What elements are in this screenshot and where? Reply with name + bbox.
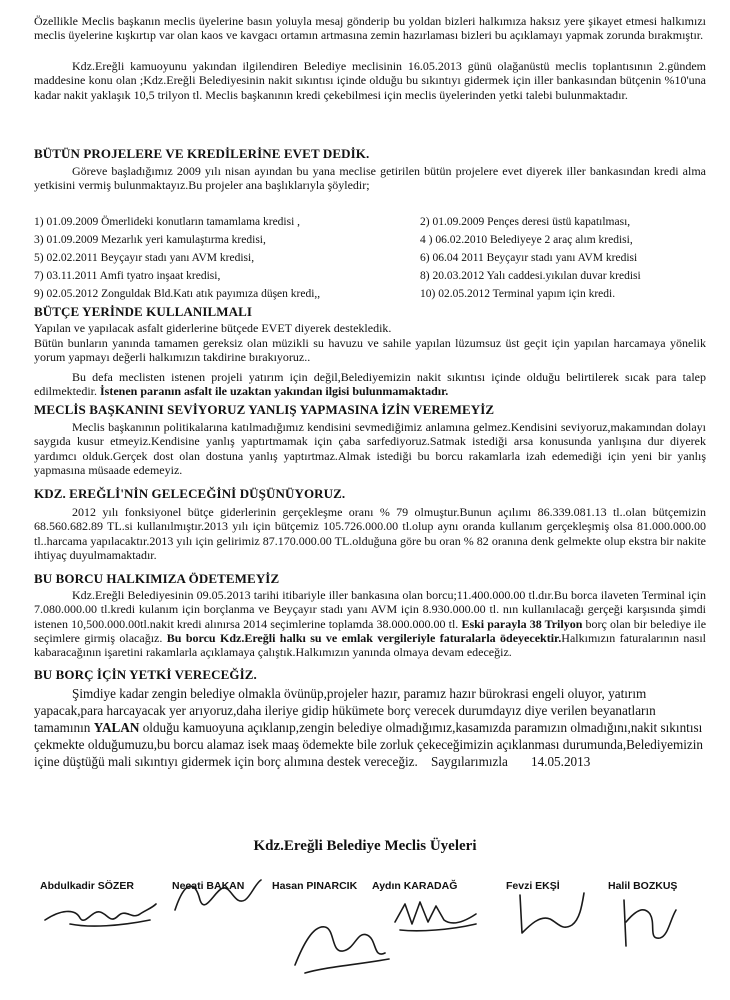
project-item: 3) 01.09.2009 Mezarlık yeri kamulaştırma kredisi, [34,234,266,246]
project-item: 9) 02.05.2012 Zonguldak Bld.Katı atık payımıza düşen kredi,, [34,288,321,300]
paragraph-budget-figures: 2012 yılı fonksiyonel bütçe giderlerinin gerçekleşme oranı % 79 olmuştur.Bunun açılımı 86.339.081.13 tl..olan bütçemizin 68.560.682.89 TL.si kullanılmıştır.2013 yılı için bütçemiz 105.726.000.00 tl.olup aynı oranda kullanım gerçekleşmiş olsa 81.000.000.00 tl..harcama yapılacaktır.2013 yılı için gelirimiz 87.170.000.00 TL.olduğuna göre bu oran % 82 oranına denk gelmekte olup ekstra bir nakite ihtiyaç duyulmamaktadır. [34,505,706,562]
bills-text: Halkımızın faturalarının nasıl kabaracağının işaretini rakamlarla açıklamaya çalıştık.Halkımızın yanında olmaya devam edeceğiz. [34,630,706,660]
project-item: 6) 06.04 2011 Beyçayır stadı yanı AVM kredisi [420,252,638,264]
paragraph-debt-details [34,588,706,659]
member-name: Fevzi EKŞİ [506,880,560,892]
project-item: 10) 02.05.2012 Terminal yapım için kredi. [420,288,616,300]
member-name: Halil BOZKUŞ [608,880,678,892]
signature-pinarcik [285,905,395,980]
conditions-text: olduğu kamuoyuna açıklanıp,zengin belediye olmadığımız,kasamızda paramızın olmadığını,nakit sıkıntısı çekmekte olduğumuzu,bu borcu alamaz isek maaş ödemekte bile zorluk çekeceğimizin açıklanması durumunda,Belediyemizin içine düştüğü mali sıkıntıyı gidermek için borç alımına destek vereceğiz. [34,720,704,769]
signature-karadag [390,892,480,937]
signature-eksi [510,885,590,940]
debt-figures-text: Kdz.Ereğli Belediyesinin 09.05.2013 tarihi itibariyle iller bankasına olan borcu;11.400.000.00 tl.dır.Bu borca ilaveten Terminal için 7.080.000.00 tl.kredi kulanım için borçlanma ve Beyçayır stadı yanı AVM için 8.930.000.00 tl. nın kullanılacağı gerçeği karşısında şimdi istenen 10,500.000.00tl.nakit kredi alınırsa 2014 seçimlerine toplamda 38.000.000.00 tl. [34,588,706,631]
paragraph-pool-overpass: Bütün bunların yanında tamamen gereksiz olan müzikli su havuzu ve sahile yapılan lüzumsuz üst geçit için yapılan harcamaya yönelik yorum yapmayı değerli halkımızın takdirine bırakıyoruz.. [34,336,706,365]
heading-grant-authority: BU BORÇ İÇİN YETKİ VERECEĞİZ. [34,667,257,682]
paragraph-cash-request [34,370,706,399]
lie-text: YALAN [93,720,140,735]
paragraph-mayor-policies: Meclis başkanının politikalarına katılmadığımız kendisini sevmediğimiz anlamına gelmez.Kendisini seviyoruz,makamından dolayı saygıda kusur etmeyiz.Kendisine yanlış yaptırtmamak için çaba sarfediyoruz.Satmak istediği arsa konusunda yanlışına dur diyerek yardımcı olduk.Gerçek dost olan dostuna yanlış yaptırtmaz.Almak istediği bu borcu rakamlarla izah edemediği için yeni bir yanlış yapmasına müsaade edemeyiz. [34,420,706,477]
heading-love-mayor: MECLİS BAŞKANINI SEVİYORUZ YANLIŞ YAPMASINA İZİN VEREMEYİZ [34,402,495,417]
signature-bakan [165,870,265,925]
election-debt-text: borç olan bir belediye ile seçimlere girmiş olacağız. [34,616,707,645]
heading-future-eregli: KDZ. EREĞLİ'NİN GELECEĞİNİ DÜŞÜNÜYORUZ. [34,486,346,501]
member-name: Hasan PINARCIK [272,880,358,892]
taxpayer-burden-text: Bu borcu Kdz.Ereğli halkı su ve emlak vergileriyle faturalarla ödeyecektir. [166,630,562,645]
signature-bozkus [612,892,682,952]
heading-debt-not-public: BU BORCU HALKIMIZA ÖDETEMEYİZ [34,571,280,586]
project-item: 2) 01.09.2009 Pençes deresi üstü kapatılması, [420,216,631,228]
project-item: 8) 20.03.2012 Yalı caddesi.yıkılan duvar kredisi [420,270,641,282]
project-item: 7) 03.11.2011 Amfi tyatro inşaat kredisi, [34,270,221,282]
project-item: 1) 01.09.2009 Ömerlideki konutların tamamlama kredisi , [34,216,301,228]
signature-sozer [40,890,160,935]
paragraph-credit-request: Kdz.Ereğli kamuoyunu yakından ilgilendiren Belediye meclisinin 16.05.2013 günü olağanüstü meclis toplantısının 2.gündem maddesine konu olan ;Kdz.Ereğli Belediyesinin nakit sıkıntısı içinde olduğu bu sıkıntıyı gidermek için iller bankasından bütçenin %10'una kadar nakit yaklaşık 10,5 trilyon tl. Meclis başkanının kredi çekebilmesi için meclis üyelerinden yetki talebi bulunmaktadır. [34,59,706,102]
project-item: 4 ) 06.02.2010 Belediyeye 2 araç alım kredisi, [420,234,633,246]
heading-all-projects-yes: BÜTÜN PROJELERE VE KREDİLERİNE EVET DEDİK. [34,146,370,161]
asphalt-unrelated-text: İstenen paranın asfalt ile uzaktan yakından ilgisi bulunmamaktadır. [99,384,449,399]
member-name: Necati BAKAN [172,880,245,892]
claims-text: Şimdiye kadar zengin belediye olmakla övünüp,projeler hazır, paramız hazır bürokrasi engeli oluyor, yatırım yapacak,para harcayacak yer arıyoruz,daha ileriye gidip hükümete borç verecek durumdayız diye verilen beyanatların tamamının [34,686,656,735]
closing-regards: Saygılarımızla [430,754,508,769]
member-name: Abdulkadir SÖZER [40,880,134,892]
old-money-text: Eski parayla 38 Trilyon [461,616,583,631]
document-date: 14.05.2013 [530,754,591,769]
heading-budget-use: BÜTÇE YERİNDE KULLANILMALI [34,304,253,319]
project-item: 5) 02.02.2011 Beyçayır stadı yanı AVM kredisi, [34,252,255,264]
paragraph-asphalt: Yapılan ve yapılacak asfalt giderlerine bütçede EVET diyerek destekledik. [34,321,392,335]
cash-request-text: Bu defa meclisten istenen projeli yatırım için değil,Belediyemizin nakit sıkıntısı içinde olduğu belirtilerek sıcak para talep edilmektedir. [34,370,706,399]
signature-block-title: Kdz.Ereğli Belediye Meclis Üyeleri [253,838,477,854]
intro-paragraph: Özellikle Meclis başkanın meclis üyelerine basın yoluyla mesaj gönderip bu yoldan bizleri halkımıza haksız yere şikayet etmesi halkımızı meclis üyelerine kışkırtıp var olan kaos ve kavgacı ortamın artmasına zemin hazırlaması bizleri bu açıklamayı yapmak zorunda bırakmıştır. [34,14,706,43]
paragraph-conditions [34,685,706,770]
paragraph-projects-intro: Göreve başladığımız 2009 yılı nisan ayından bu yana meclise getirilen bütün projelere evet diyerek iller bankasından kredi alma yetkisini vermiş bulunmaktayız.Bu projeler ana başlıklarıyla şöyledir; [34,164,706,193]
member-name: Aydın KARADAĞ [372,880,458,892]
